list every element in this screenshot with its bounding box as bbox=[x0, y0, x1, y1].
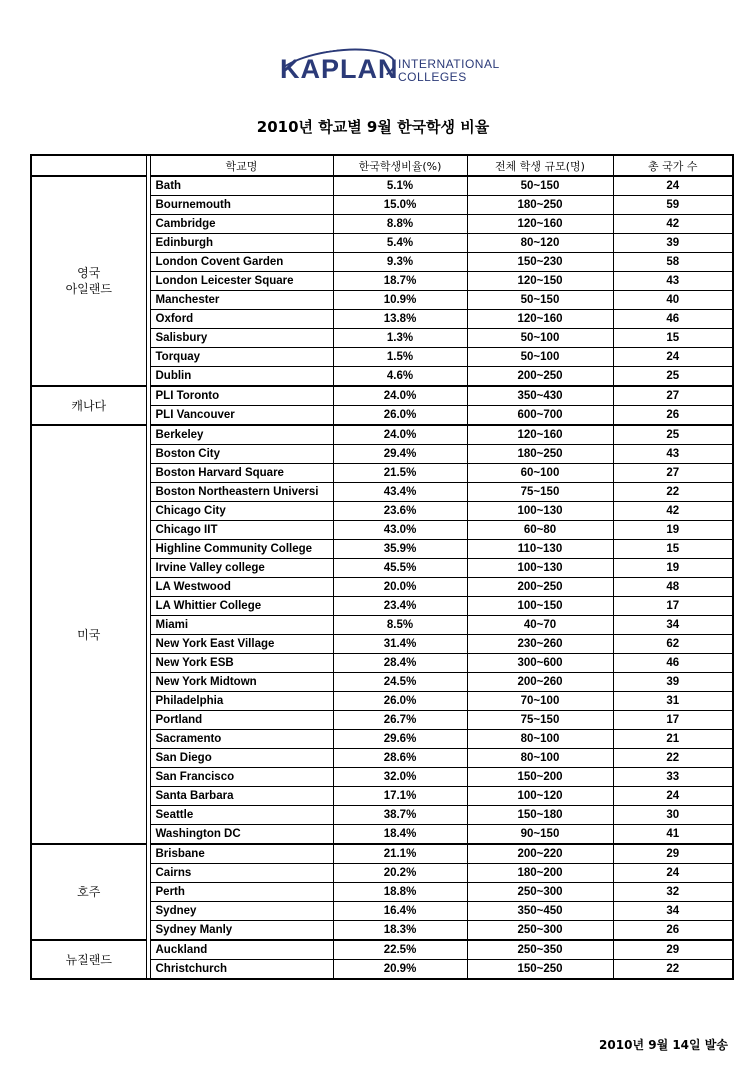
school-cell: LA Westwood bbox=[150, 578, 333, 597]
school-cell: Bournemouth bbox=[150, 196, 333, 215]
countries-cell: 27 bbox=[613, 464, 733, 483]
size-cell: 50~150 bbox=[467, 176, 613, 196]
ratio-cell: 5.1% bbox=[333, 176, 467, 196]
ratio-cell: 29.6% bbox=[333, 730, 467, 749]
countries-cell: 40 bbox=[613, 291, 733, 310]
school-cell: Highline Community College bbox=[150, 540, 333, 559]
ratio-cell: 5.4% bbox=[333, 234, 467, 253]
region-cell: 뉴질랜드 bbox=[31, 940, 146, 979]
school-cell: Dublin bbox=[150, 367, 333, 387]
school-cell: Oxford bbox=[150, 310, 333, 329]
school-cell: Santa Barbara bbox=[150, 787, 333, 806]
ratio-cell: 1.5% bbox=[333, 348, 467, 367]
countries-cell: 46 bbox=[613, 310, 733, 329]
countries-cell: 22 bbox=[613, 960, 733, 980]
countries-cell: 30 bbox=[613, 806, 733, 825]
countries-cell: 22 bbox=[613, 483, 733, 502]
countries-cell: 17 bbox=[613, 711, 733, 730]
countries-cell: 24 bbox=[613, 176, 733, 196]
size-cell: 120~150 bbox=[467, 272, 613, 291]
ratio-cell: 31.4% bbox=[333, 635, 467, 654]
countries-cell: 29 bbox=[613, 940, 733, 960]
ratio-cell: 21.1% bbox=[333, 844, 467, 864]
countries-cell: 26 bbox=[613, 406, 733, 426]
ratio-cell: 26.7% bbox=[333, 711, 467, 730]
countries-cell: 17 bbox=[613, 597, 733, 616]
region-cell: 영국 아일랜드 bbox=[31, 176, 146, 386]
countries-cell: 46 bbox=[613, 654, 733, 673]
school-cell: PLI Toronto bbox=[150, 386, 333, 406]
school-cell: PLI Vancouver bbox=[150, 406, 333, 426]
size-cell: 80~100 bbox=[467, 730, 613, 749]
ratio-cell: 20.9% bbox=[333, 960, 467, 980]
size-cell: 600~700 bbox=[467, 406, 613, 426]
size-cell: 50~100 bbox=[467, 348, 613, 367]
school-cell: Perth bbox=[150, 883, 333, 902]
countries-cell: 58 bbox=[613, 253, 733, 272]
logo-sub-line1: INTERNATIONAL bbox=[398, 57, 500, 71]
ratio-cell: 23.6% bbox=[333, 502, 467, 521]
countries-cell: 15 bbox=[613, 329, 733, 348]
countries-cell: 24 bbox=[613, 787, 733, 806]
school-cell: San Diego bbox=[150, 749, 333, 768]
school-cell: Manchester bbox=[150, 291, 333, 310]
table-header-row bbox=[31, 155, 733, 176]
ratio-cell: 4.6% bbox=[333, 367, 467, 387]
ratio-cell: 29.4% bbox=[333, 445, 467, 464]
logo-wordmark: KAPLAN bbox=[280, 54, 399, 84]
school-cell: Brisbane bbox=[150, 844, 333, 864]
size-cell: 150~230 bbox=[467, 253, 613, 272]
size-cell: 120~160 bbox=[467, 310, 613, 329]
ratio-cell: 38.7% bbox=[333, 806, 467, 825]
school-cell: Seattle bbox=[150, 806, 333, 825]
countries-cell: 39 bbox=[613, 673, 733, 692]
countries-cell: 19 bbox=[613, 559, 733, 578]
size-cell: 200~260 bbox=[467, 673, 613, 692]
issue-date: 2010년 9월 14일 발송 bbox=[599, 1038, 728, 1052]
header-countries: 총 국가 수 bbox=[613, 155, 733, 176]
ratio-cell: 43.4% bbox=[333, 483, 467, 502]
size-cell: 200~250 bbox=[467, 578, 613, 597]
countries-cell: 42 bbox=[613, 502, 733, 521]
school-cell: Christchurch bbox=[150, 960, 333, 980]
header-region bbox=[31, 155, 146, 176]
size-cell: 60~100 bbox=[467, 464, 613, 483]
size-cell: 100~120 bbox=[467, 787, 613, 806]
size-cell: 250~300 bbox=[467, 921, 613, 941]
countries-cell: 24 bbox=[613, 348, 733, 367]
header-ratio: 한국학생비율(%) bbox=[333, 155, 467, 176]
school-cell: Chicago City bbox=[150, 502, 333, 521]
school-cell: Cambridge bbox=[150, 215, 333, 234]
ratio-cell: 8.8% bbox=[333, 215, 467, 234]
school-cell: Boston Northeastern Universi bbox=[150, 483, 333, 502]
size-cell: 150~200 bbox=[467, 768, 613, 787]
school-cell: Portland bbox=[150, 711, 333, 730]
ratio-cell: 32.0% bbox=[333, 768, 467, 787]
size-cell: 350~430 bbox=[467, 386, 613, 406]
table-row bbox=[31, 386, 733, 406]
school-cell: Boston City bbox=[150, 445, 333, 464]
ratio-cell: 28.6% bbox=[333, 749, 467, 768]
ratio-cell: 8.5% bbox=[333, 616, 467, 635]
ratio-cell: 35.9% bbox=[333, 540, 467, 559]
ratio-cell: 45.5% bbox=[333, 559, 467, 578]
size-cell: 120~160 bbox=[467, 425, 613, 445]
school-cell: Auckland bbox=[150, 940, 333, 960]
size-cell: 250~300 bbox=[467, 883, 613, 902]
countries-cell: 42 bbox=[613, 215, 733, 234]
countries-cell: 25 bbox=[613, 367, 733, 387]
logo-subtitle bbox=[398, 58, 500, 84]
countries-cell: 22 bbox=[613, 749, 733, 768]
school-cell: Sacramento bbox=[150, 730, 333, 749]
ratio-cell: 21.5% bbox=[333, 464, 467, 483]
size-cell: 100~130 bbox=[467, 502, 613, 521]
size-cell: 50~100 bbox=[467, 329, 613, 348]
ratio-cell: 18.3% bbox=[333, 921, 467, 941]
school-cell: Edinburgh bbox=[150, 234, 333, 253]
size-cell: 230~260 bbox=[467, 635, 613, 654]
ratio-cell: 9.3% bbox=[333, 253, 467, 272]
countries-cell: 21 bbox=[613, 730, 733, 749]
size-cell: 150~250 bbox=[467, 960, 613, 980]
ratio-cell: 1.3% bbox=[333, 329, 467, 348]
ratio-cell: 24.0% bbox=[333, 425, 467, 445]
school-cell: Chicago IIT bbox=[150, 521, 333, 540]
size-cell: 75~150 bbox=[467, 483, 613, 502]
size-cell: 110~130 bbox=[467, 540, 613, 559]
school-cell: Philadelphia bbox=[150, 692, 333, 711]
size-cell: 350~450 bbox=[467, 902, 613, 921]
countries-cell: 19 bbox=[613, 521, 733, 540]
countries-cell: 43 bbox=[613, 445, 733, 464]
school-cell: San Francisco bbox=[150, 768, 333, 787]
countries-cell: 34 bbox=[613, 902, 733, 921]
logo-sub-line2: COLLEGES bbox=[398, 70, 467, 84]
size-cell: 60~80 bbox=[467, 521, 613, 540]
ratio-cell: 13.8% bbox=[333, 310, 467, 329]
school-cell: Berkeley bbox=[150, 425, 333, 445]
school-cell: London Covent Garden bbox=[150, 253, 333, 272]
size-cell: 80~100 bbox=[467, 749, 613, 768]
ratio-cell: 23.4% bbox=[333, 597, 467, 616]
ratio-cell: 43.0% bbox=[333, 521, 467, 540]
countries-cell: 34 bbox=[613, 616, 733, 635]
table-row bbox=[31, 425, 733, 445]
school-cell: Boston Harvard Square bbox=[150, 464, 333, 483]
school-cell: Sydney bbox=[150, 902, 333, 921]
size-cell: 250~350 bbox=[467, 940, 613, 960]
ratio-cell: 24.5% bbox=[333, 673, 467, 692]
size-cell: 50~150 bbox=[467, 291, 613, 310]
ratio-cell: 18.8% bbox=[333, 883, 467, 902]
countries-cell: 41 bbox=[613, 825, 733, 845]
kaplan-logo bbox=[280, 52, 510, 92]
size-cell: 70~100 bbox=[467, 692, 613, 711]
school-cell: Bath bbox=[150, 176, 333, 196]
region-cell: 호주 bbox=[31, 844, 146, 940]
ratio-cell: 26.0% bbox=[333, 692, 467, 711]
ratio-cell: 22.5% bbox=[333, 940, 467, 960]
ratio-cell: 20.0% bbox=[333, 578, 467, 597]
size-cell: 40~70 bbox=[467, 616, 613, 635]
size-cell: 180~250 bbox=[467, 196, 613, 215]
size-cell: 180~250 bbox=[467, 445, 613, 464]
countries-cell: 33 bbox=[613, 768, 733, 787]
region-cell: 미국 bbox=[31, 425, 146, 844]
size-cell: 100~150 bbox=[467, 597, 613, 616]
countries-cell: 31 bbox=[613, 692, 733, 711]
table-row bbox=[31, 176, 733, 196]
countries-cell: 43 bbox=[613, 272, 733, 291]
school-cell: New York ESB bbox=[150, 654, 333, 673]
size-cell: 150~180 bbox=[467, 806, 613, 825]
countries-cell: 32 bbox=[613, 883, 733, 902]
countries-cell: 29 bbox=[613, 844, 733, 864]
ratio-cell: 15.0% bbox=[333, 196, 467, 215]
ratio-cell: 20.2% bbox=[333, 864, 467, 883]
size-cell: 300~600 bbox=[467, 654, 613, 673]
school-cell: Cairns bbox=[150, 864, 333, 883]
school-cell: Salisbury bbox=[150, 329, 333, 348]
header-school: 학교명 bbox=[150, 155, 333, 176]
countries-cell: 15 bbox=[613, 540, 733, 559]
school-cell: Sydney Manly bbox=[150, 921, 333, 941]
ratio-cell: 17.1% bbox=[333, 787, 467, 806]
ratio-cell: 18.7% bbox=[333, 272, 467, 291]
school-cell: New York East Village bbox=[150, 635, 333, 654]
countries-cell: 27 bbox=[613, 386, 733, 406]
table-row bbox=[31, 844, 733, 864]
size-cell: 200~220 bbox=[467, 844, 613, 864]
countries-cell: 62 bbox=[613, 635, 733, 654]
size-cell: 90~150 bbox=[467, 825, 613, 845]
countries-cell: 25 bbox=[613, 425, 733, 445]
school-cell: New York Midtown bbox=[150, 673, 333, 692]
countries-cell: 39 bbox=[613, 234, 733, 253]
size-cell: 120~160 bbox=[467, 215, 613, 234]
size-cell: 75~150 bbox=[467, 711, 613, 730]
school-cell: LA Whittier College bbox=[150, 597, 333, 616]
school-cell: Torquay bbox=[150, 348, 333, 367]
ratio-cell: 10.9% bbox=[333, 291, 467, 310]
countries-cell: 59 bbox=[613, 196, 733, 215]
document-title: 2010년 학교별 9월 한국학생 비율 bbox=[256, 118, 490, 136]
header-size: 전체 학생 규모(명) bbox=[467, 155, 613, 176]
table-body bbox=[31, 176, 733, 979]
countries-cell: 48 bbox=[613, 578, 733, 597]
ratio-cell: 26.0% bbox=[333, 406, 467, 426]
region-cell: 캐나다 bbox=[31, 386, 146, 425]
ratio-cell: 28.4% bbox=[333, 654, 467, 673]
size-cell: 180~200 bbox=[467, 864, 613, 883]
ratio-cell: 24.0% bbox=[333, 386, 467, 406]
ratio-cell: 18.4% bbox=[333, 825, 467, 845]
countries-cell: 24 bbox=[613, 864, 733, 883]
school-cell: London Leicester Square bbox=[150, 272, 333, 291]
school-cell: Irvine Valley college bbox=[150, 559, 333, 578]
school-ratio-table bbox=[30, 154, 734, 980]
table-row bbox=[31, 940, 733, 960]
size-cell: 200~250 bbox=[467, 367, 613, 387]
size-cell: 100~130 bbox=[467, 559, 613, 578]
countries-cell: 26 bbox=[613, 921, 733, 941]
school-cell: Washington DC bbox=[150, 825, 333, 845]
ratio-cell: 16.4% bbox=[333, 902, 467, 921]
school-cell: Miami bbox=[150, 616, 333, 635]
size-cell: 80~120 bbox=[467, 234, 613, 253]
